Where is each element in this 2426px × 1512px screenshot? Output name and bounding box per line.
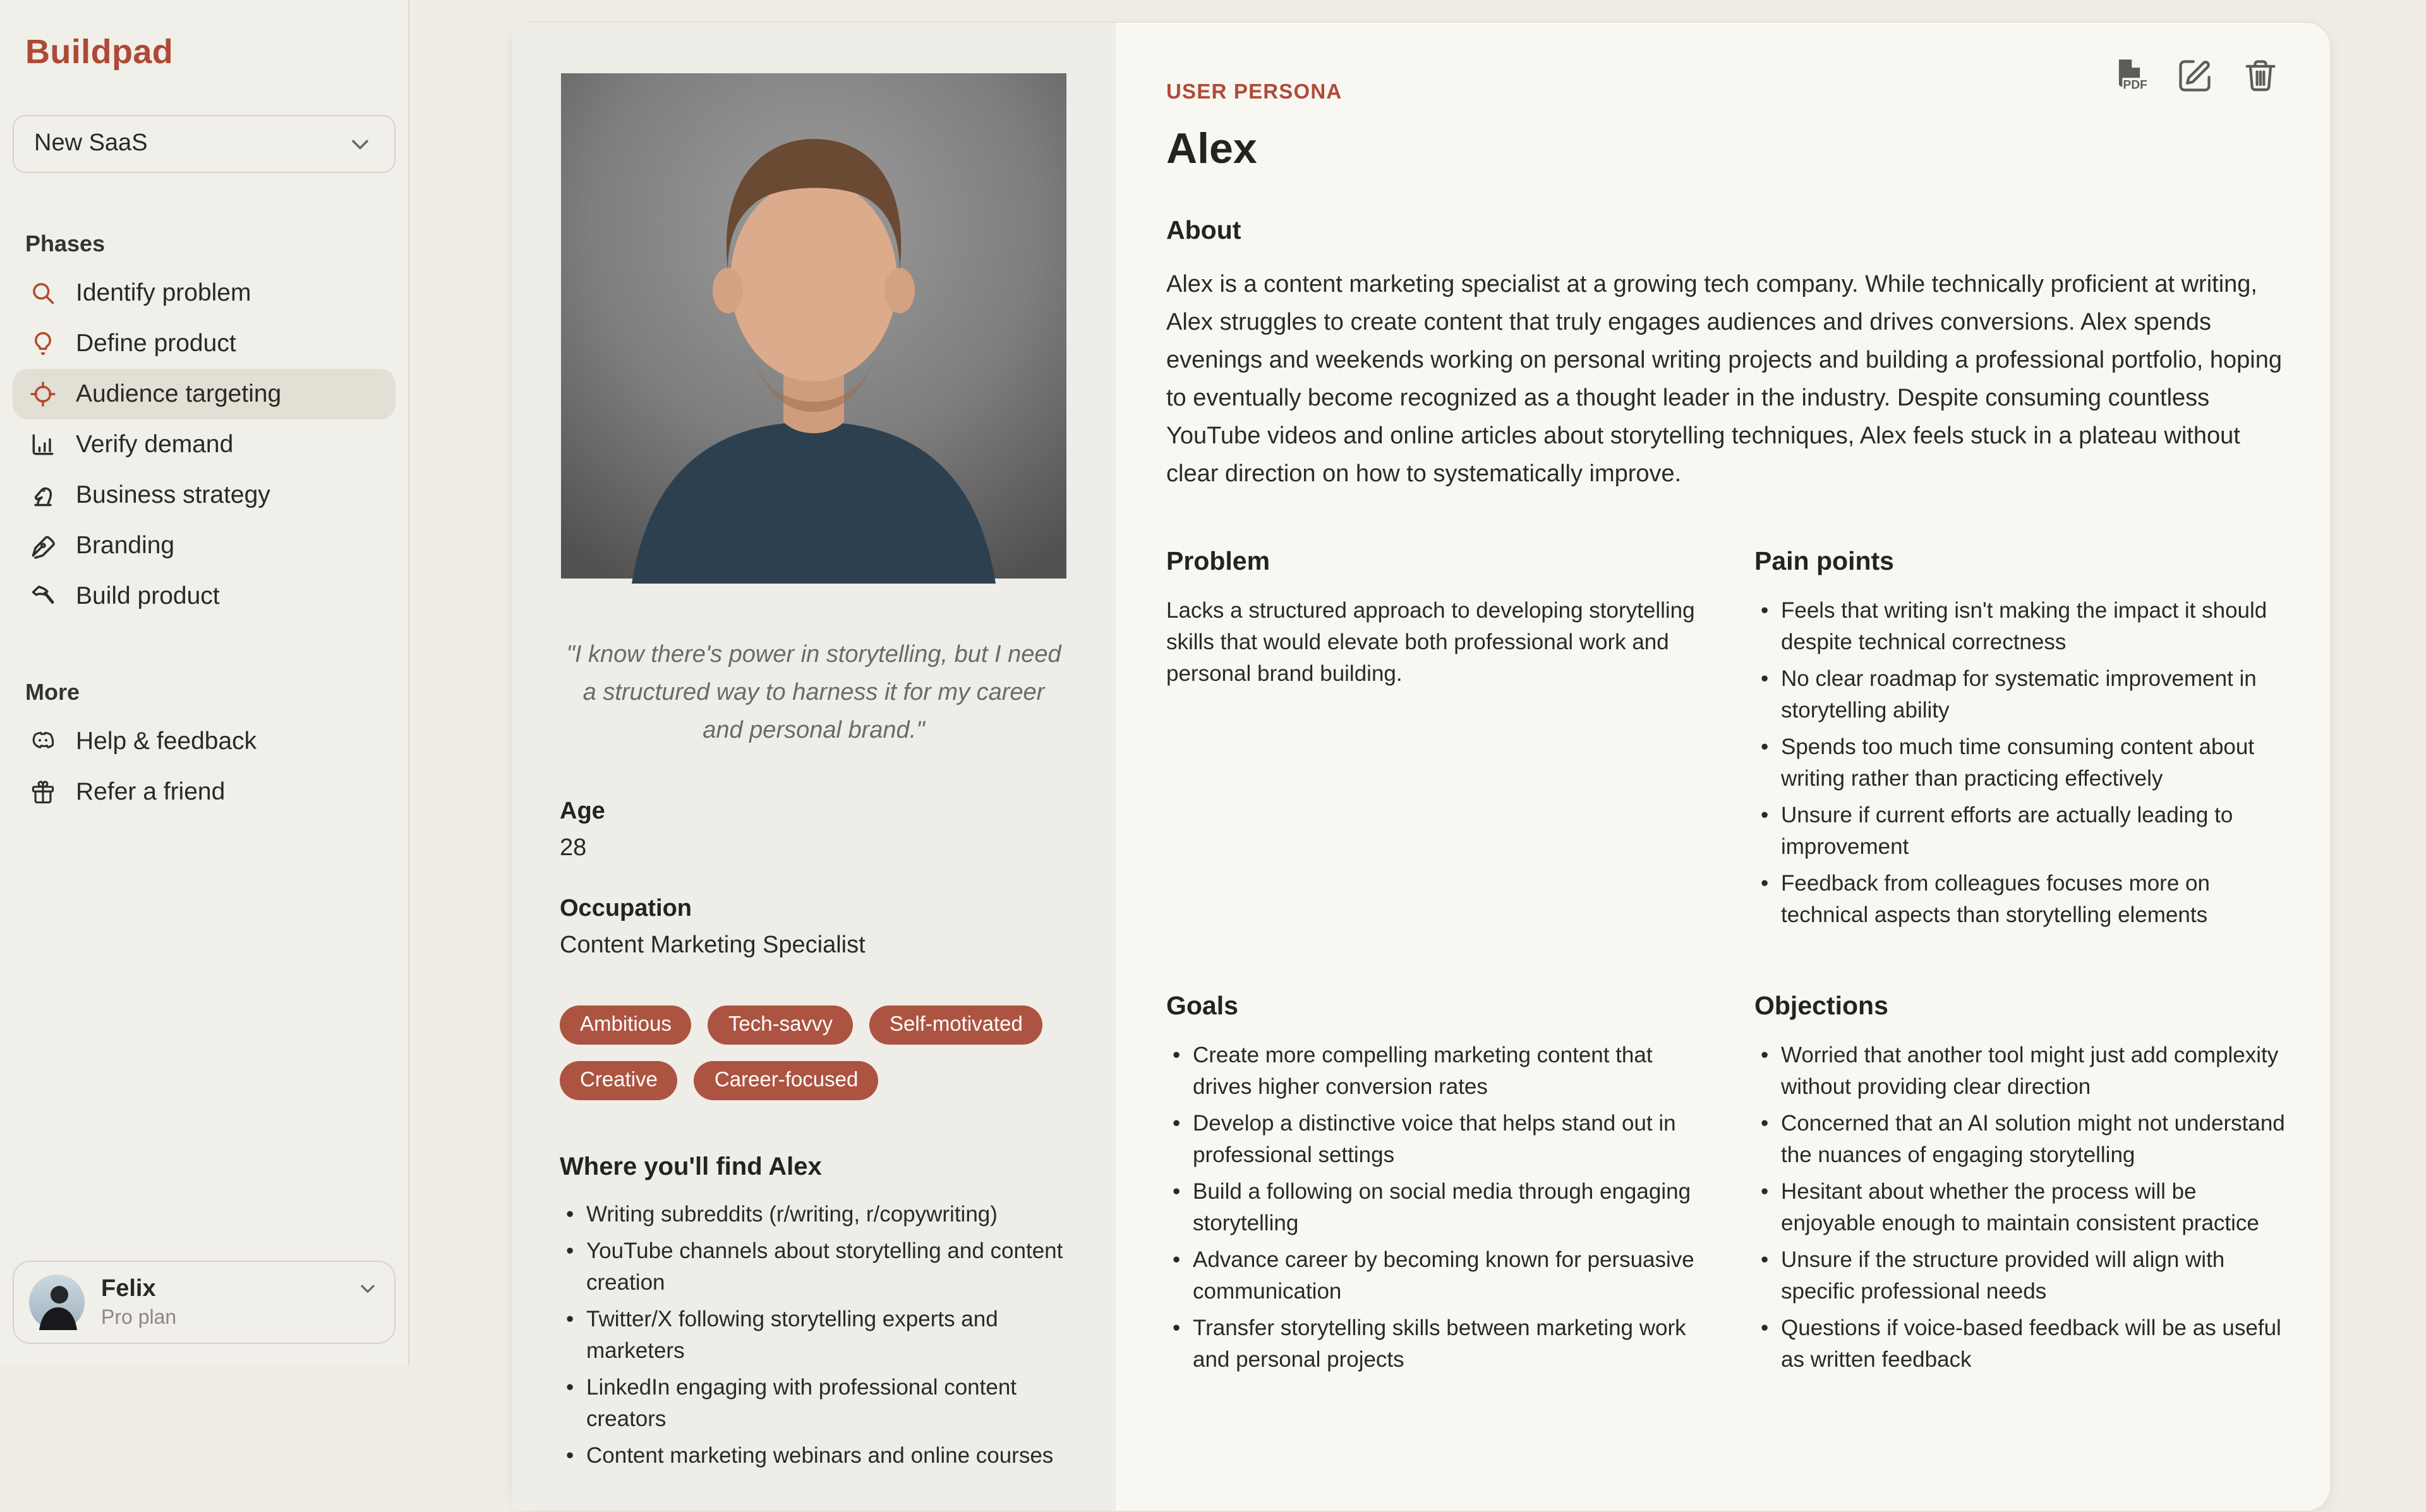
sidebar-item-label: Define product — [76, 329, 236, 357]
user-name: Felix — [101, 1275, 156, 1302]
about-text: Alex is a content marketing specialist at a growing tech company. While technically proficient at writing, Alex struggles to create content that truly engages audiences and drives conversions. Alex spends evenings and weekends working on personal writing projects and building a professional portfolio, hoping to eventually become recognized as a thought leader in the industry. Despite consuming countless YouTube videos and online articles about storytelling techniques, Alex feels stuck in a plateau without clear direction on how to systematically improve. — [1166, 272, 2282, 488]
objections-heading: Objections — [1754, 992, 1888, 1021]
list-item: • YouTube channels about storytelling and content creation — [560, 1235, 1068, 1299]
chess-knight-icon — [29, 481, 57, 509]
bar-chart-icon — [29, 431, 57, 459]
target-icon — [29, 380, 57, 408]
occupation-label: Occupation — [560, 896, 692, 922]
sidebar-item-label: Branding — [76, 531, 175, 559]
objections-list — [1754, 1040, 2290, 1376]
main-area — [409, 0, 2426, 1468]
list-item: • Feedback from colleagues focuses more on technical aspects than storytelling elements — [1754, 868, 2290, 931]
list-item: • Build a following on social media through engaging storytelling — [1166, 1176, 1701, 1239]
more-nav — [13, 716, 395, 817]
gift-icon — [29, 778, 57, 806]
persona-kicker: USER PERSONA — [1166, 81, 1343, 104]
sidebar-item-branding[interactable] — [13, 520, 395, 571]
sidebar-item-label: Identify problem — [76, 279, 251, 306]
age-value: 28 — [560, 835, 587, 861]
sidebar-item-build-product[interactable] — [13, 571, 395, 621]
persona-card — [510, 21, 2331, 1512]
list-item: • Content marketing webinars and online courses — [560, 1440, 1068, 1472]
sidebar-item-label: Help & feedback — [76, 727, 257, 755]
phases-section-label: Phases — [25, 231, 106, 256]
more-section-label: More — [25, 680, 80, 705]
persona-detail-column — [1116, 23, 2330, 1511]
lightbulb-icon — [29, 330, 57, 357]
persona-quote: "I know there's power in storytelling, but I need a structured way to harness it for my career and personal brand." — [566, 642, 1061, 744]
trait-tags — [560, 1005, 1068, 1100]
sidebar-item-help-feedback[interactable] — [13, 716, 395, 767]
trait-tag: Tech-savvy — [708, 1005, 853, 1045]
goals-list — [1166, 1040, 1701, 1376]
user-avatar — [29, 1275, 85, 1330]
trait-tag: Creative — [560, 1061, 678, 1100]
occupation-value: Content Marketing Specialist — [560, 932, 866, 959]
app-logo: Buildpad — [25, 33, 174, 71]
search-icon — [29, 279, 57, 307]
pain-points-list — [1754, 595, 2290, 931]
sidebar-item-audience-targeting[interactable] — [13, 369, 395, 419]
sidebar-item-label: Build product — [76, 582, 220, 609]
persona-name: Alex — [1166, 125, 1257, 173]
find-list — [560, 1199, 1068, 1472]
list-item: • Unsure if current efforts are actually leading to improvement — [1754, 800, 2290, 863]
list-item: • LinkedIn engaging with professional content creators — [560, 1372, 1068, 1435]
edit-icon[interactable] — [2176, 57, 2214, 95]
problem-text: Lacks a structured approach to developing storytelling skills that would elevate both professional work and personal brand building. — [1166, 597, 1695, 686]
sidebar-item-define-product[interactable] — [13, 318, 395, 369]
sidebar-item-label: Audience targeting — [76, 380, 282, 407]
list-item: • Advance career by becoming known for persuasive communication — [1166, 1244, 1701, 1307]
sidebar-item-identify-problem[interactable] — [13, 268, 395, 318]
phases-nav — [13, 268, 395, 621]
list-item: • Develop a distinctive voice that helps stand out in professional settings — [1166, 1108, 1701, 1171]
discord-icon — [29, 728, 57, 755]
list-item: • Feels that writing isn't making the impact it should despite technical correctness — [1754, 595, 2290, 658]
pen-nib-icon — [29, 532, 57, 560]
trait-tag: Self-motivated — [869, 1005, 1043, 1045]
list-item: • Worried that another tool might just add complexity without providing clear direction — [1754, 1040, 2290, 1103]
list-item: • Transfer storytelling skills between marketing work and personal projects — [1166, 1312, 1701, 1376]
chevron-down-icon — [346, 130, 374, 158]
list-item: • Concerned that an AI solution might not understand the nuances of engaging storytelling — [1754, 1108, 2290, 1171]
list-item: • Questions if voice-based feedback will be as useful as written feedback — [1754, 1312, 2290, 1376]
sidebar-item-business-strategy[interactable] — [13, 470, 395, 520]
pain-points-section — [1754, 547, 2290, 936]
workspace-selector[interactable] — [13, 115, 395, 173]
user-plan-badge: Pro plan — [101, 1307, 177, 1328]
chevron-down-icon — [356, 1277, 379, 1300]
list-item: • Hesitant about whether the process will be enjoyable enough to maintain consistent practice — [1754, 1176, 2290, 1239]
persona-toolbar — [2110, 57, 2279, 95]
hammer-icon — [29, 582, 57, 610]
persona-photo — [561, 73, 1066, 579]
trait-tag: Career-focused — [694, 1061, 878, 1100]
sidebar-item-verify-demand[interactable] — [13, 419, 395, 470]
svg-text:PDF: PDF — [2123, 78, 2147, 92]
list-item: • Writing subreddits (r/writing, r/copywriting) — [560, 1199, 1068, 1230]
list-item: • No clear roadmap for systematic improvement in storytelling ability — [1754, 663, 2290, 726]
find-heading: Where you'll find Alex — [560, 1153, 822, 1181]
age-label: Age — [560, 798, 605, 825]
about-heading: About — [1166, 216, 1241, 245]
sidebar-item-label: Refer a friend — [76, 777, 226, 805]
list-item: • Create more compelling marketing content that drives higher conversion rates — [1166, 1040, 1701, 1103]
sidebar — [0, 0, 409, 1364]
objections-section — [1754, 992, 2290, 1381]
sidebar-item-refer-friend[interactable] — [13, 767, 395, 817]
list-item: • Twitter/X following storytelling experts and marketers — [560, 1304, 1068, 1367]
persona-summary-column — [512, 23, 1116, 1511]
goals-heading: Goals — [1166, 992, 1238, 1021]
list-item: • Unsure if the structure provided will align with specific professional needs — [1754, 1244, 2290, 1307]
pain-points-heading: Pain points — [1754, 547, 1894, 576]
delete-icon[interactable] — [2242, 57, 2279, 95]
problem-heading: Problem — [1166, 547, 1270, 576]
list-item: • Spends too much time consuming content about writing rather than practicing effectively — [1754, 731, 2290, 795]
export-pdf-button[interactable] — [2110, 57, 2148, 95]
problem-section — [1166, 547, 1701, 936]
user-account-button[interactable] — [13, 1261, 395, 1344]
sidebar-item-label: Verify demand — [76, 430, 234, 458]
user-meta — [101, 1275, 340, 1329]
persona-sections-grid — [1166, 547, 2290, 1381]
sidebar-item-label: Business strategy — [76, 481, 270, 508]
trait-tag: Ambitious — [560, 1005, 692, 1045]
goals-section — [1166, 992, 1701, 1381]
workspace-selector-value: New SaaS — [34, 130, 148, 157]
